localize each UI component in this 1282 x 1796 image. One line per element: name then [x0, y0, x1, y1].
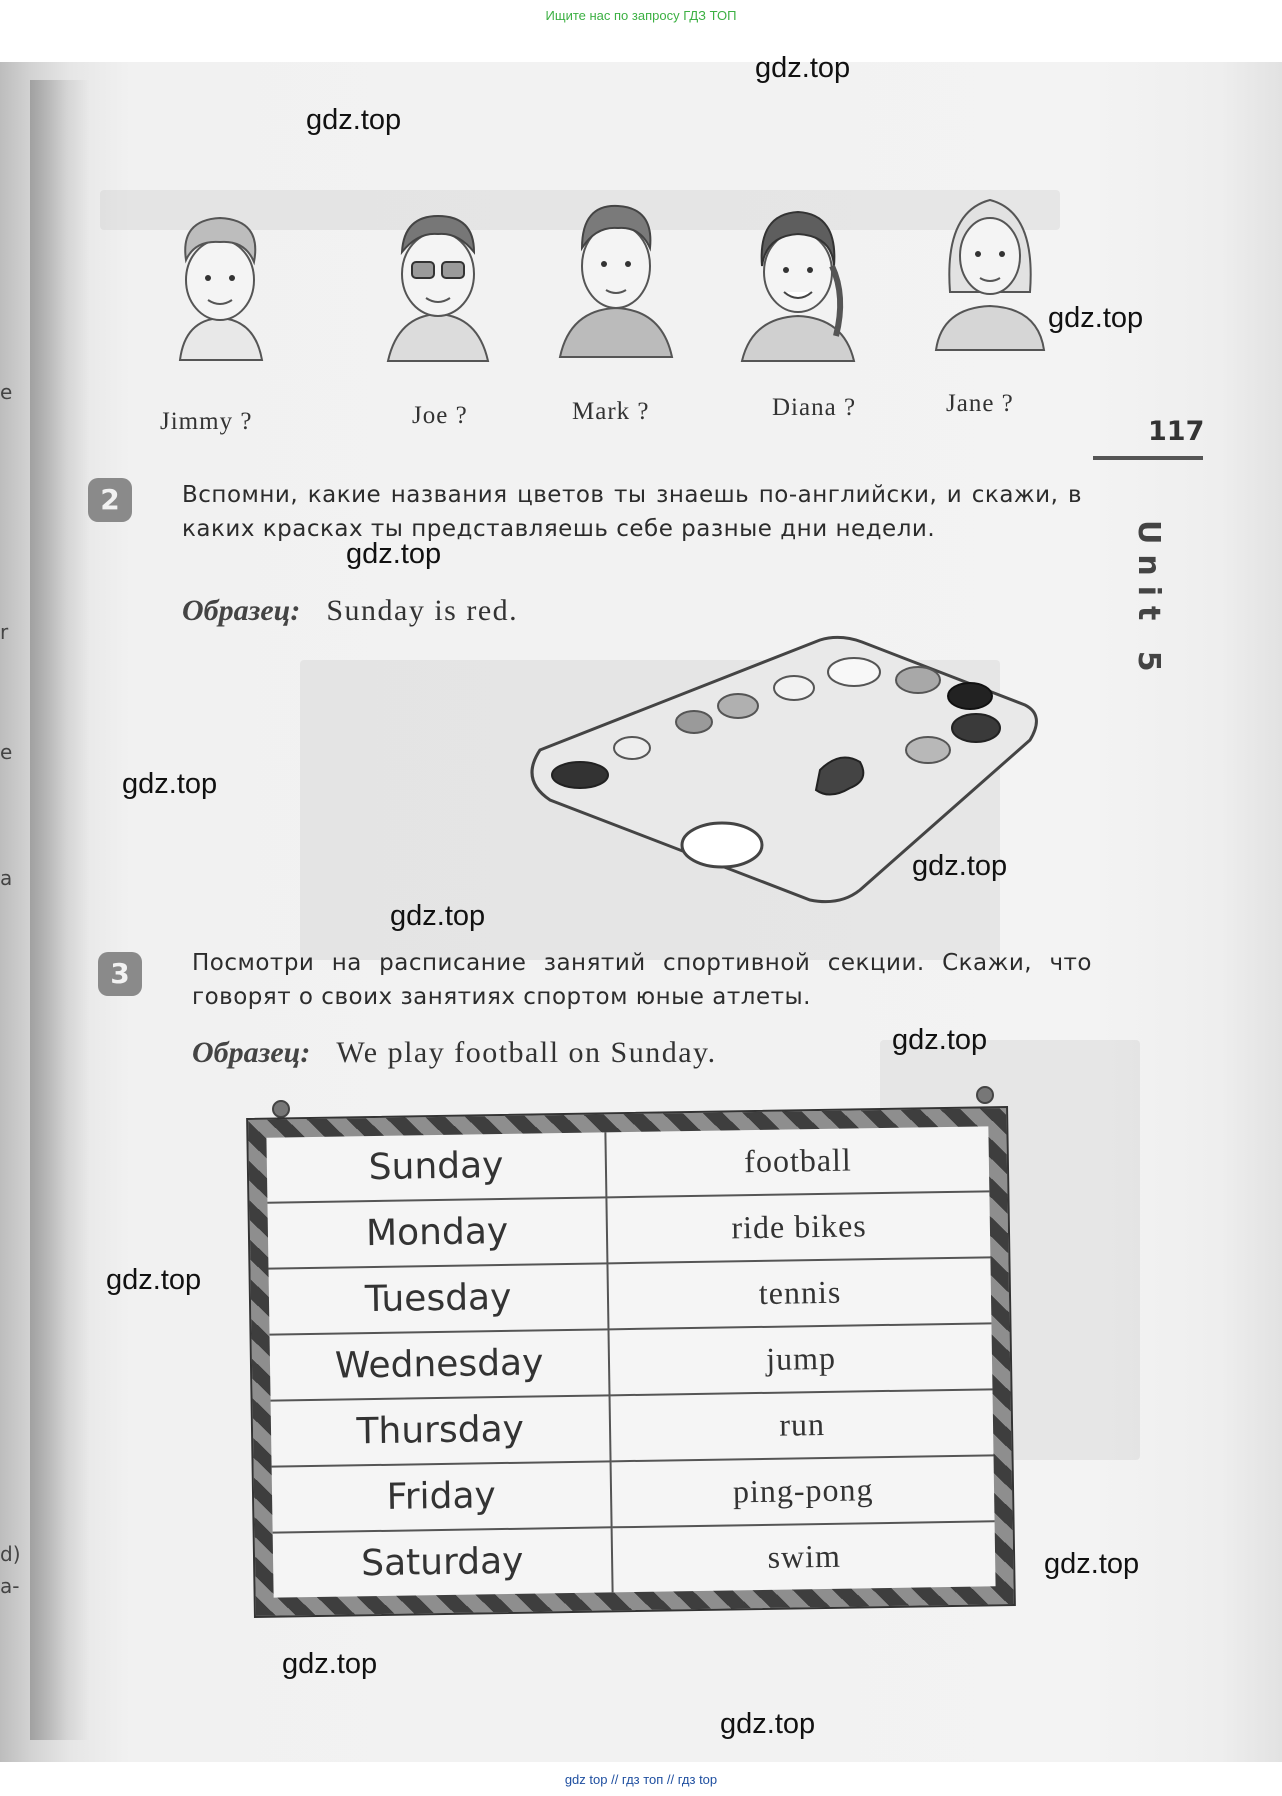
bottom-banner[interactable]: gdz top // гдз топ // гдз top — [564, 1772, 718, 1787]
schedule-activity: ping-pong — [611, 1455, 995, 1527]
paint-palette-illustration — [510, 630, 1050, 910]
schedule-day: Saturday — [273, 1527, 613, 1597]
schedule-day: Wednesday — [270, 1329, 610, 1400]
schedule-table — [266, 1126, 995, 1597]
schedule-day: Tuesday — [268, 1263, 608, 1334]
schedule-activity: football — [606, 1126, 990, 1197]
child-name-mark: Mark ? — [572, 398, 650, 425]
book-spine-shadow — [30, 80, 90, 1740]
schedule-board — [246, 1106, 1016, 1618]
page-number-rule — [1093, 456, 1203, 460]
schedule-day: Sunday — [266, 1132, 606, 1202]
schedule-activity: swim — [767, 1538, 842, 1576]
exercise-3-badge: 3 — [98, 952, 142, 996]
margin-fragment: r — [0, 620, 9, 644]
margin-fragment: e — [0, 380, 13, 404]
exercise-3-sample — [192, 1036, 717, 1070]
table-row — [273, 1521, 996, 1597]
table-row — [270, 1323, 993, 1400]
watermark: gdz.top — [346, 538, 442, 570]
table-row — [266, 1126, 989, 1202]
watermark: gdz.top — [282, 1648, 378, 1680]
sample-text: Sunday is red. — [326, 594, 519, 627]
unit-label: Unit 5 — [1131, 520, 1166, 682]
exercise-3-instruction: Посмотри на расписание занятий спортивной секции. Скажи, что говорят о своих занятиях спортом юные атлеты. — [192, 950, 1092, 1010]
margin-fragment: d) — [0, 1542, 21, 1566]
exercise-2-instruction: Вспомни, какие названия цветов ты знаешь по-английски, и скажи, в каких красках ты представляешь себе разные дни недели. — [182, 482, 1082, 542]
schedule-activity: ride bikes — [607, 1191, 991, 1263]
table-row — [272, 1455, 995, 1532]
exercise-2-sample — [182, 594, 518, 628]
joe-illustration — [368, 196, 508, 366]
diana-illustration — [728, 196, 868, 366]
sample-label: Образец: — [192, 1036, 311, 1069]
top-banner[interactable]: Ищите нас по запросу ГДЗ ТОП — [545, 8, 737, 23]
schedule-board-surface — [266, 1126, 995, 1597]
jane-illustration — [920, 182, 1060, 352]
margin-fragment: a- — [0, 1574, 20, 1598]
watermark: gdz.top — [892, 1024, 988, 1056]
table-row — [271, 1389, 994, 1466]
schedule-activity: jump — [609, 1323, 993, 1395]
sample-label: Образец: — [182, 594, 301, 627]
child-name-jimmy: Jimmy ? — [160, 408, 253, 435]
watermark: gdz.top — [1048, 302, 1144, 334]
watermark: gdz.top — [390, 900, 486, 932]
schedule-activity: tennis — [608, 1257, 992, 1329]
child-name-joe: Joe ? — [412, 402, 468, 429]
margin-fragment: e — [0, 740, 13, 764]
page-number: 117 — [1148, 416, 1205, 447]
schedule-day: Thursday — [271, 1395, 611, 1466]
schedule-day: Monday — [267, 1197, 607, 1268]
board-nail-left — [272, 1100, 290, 1118]
watermark: gdz.top — [122, 768, 218, 800]
child-name-diana: Diana ? — [772, 394, 857, 421]
mark-illustration — [546, 192, 686, 362]
watermark: gdz.top — [106, 1264, 202, 1296]
watermark: gdz.top — [720, 1708, 816, 1740]
table-row — [268, 1257, 991, 1334]
jimmy-illustration — [150, 200, 290, 370]
watermark: gdz.top — [755, 52, 851, 84]
exercise-2-badge: 2 — [88, 478, 132, 522]
schedule-day: Friday — [272, 1461, 612, 1532]
margin-fragment: a — [0, 866, 13, 890]
table-row — [267, 1191, 990, 1268]
watermark: gdz.top — [1044, 1548, 1140, 1580]
board-nail-right — [976, 1086, 994, 1104]
child-name-jane: Jane ? — [946, 390, 1014, 417]
schedule-activity: run — [610, 1389, 994, 1461]
watermark: gdz.top — [306, 104, 402, 136]
sample-text: We play football on Sunday. — [336, 1036, 717, 1069]
watermark: gdz.top — [912, 850, 1008, 882]
